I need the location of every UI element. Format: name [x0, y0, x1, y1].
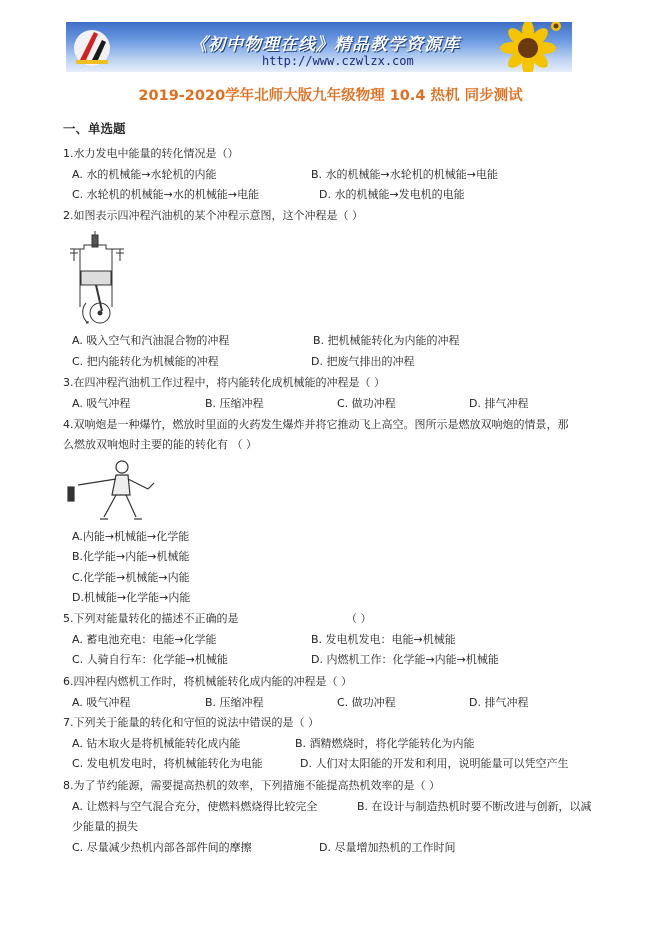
- q5-option-d[interactable]: D. 内燃机工作：化学能→内能→机械能: [311, 653, 499, 666]
- question-5-paren: （ ）: [346, 612, 372, 625]
- q2-option-c[interactable]: C. 把内能转化为机械能的冲程: [72, 355, 219, 368]
- section-heading: 一、单选题: [63, 121, 126, 136]
- banner-url[interactable]: http://www.czwlzx.com: [262, 54, 414, 68]
- q8-option-a[interactable]: A. 让燃料与空气混合充分，使燃料燃烧得比较完全: [72, 800, 318, 813]
- question-5-stem: 5.下列对能量转化的描述不正确的是: [63, 612, 239, 625]
- question-4-stem-line2: 么燃放双响炮时主要的能的转化有 （ ）: [63, 438, 257, 451]
- q1-option-a[interactable]: A. 水的机械能→水轮机的内能: [72, 168, 217, 181]
- q8-option-c[interactable]: C. 尽量减少热机内部各部件间的摩擦: [72, 841, 252, 854]
- banner-title: 《初中物理在线》精品教学资源库: [190, 35, 460, 55]
- firecracker-scene-illustration: [64, 459, 160, 523]
- question-3-stem: 3.在四冲程汽油机工作过程中，将内能转化成机械能的冲程是（ ）: [63, 376, 385, 389]
- engine-stroke-diagram: [66, 231, 134, 327]
- header-banner: [66, 22, 572, 72]
- q8-option-b[interactable]: B. 在设计与制造热机时要不断改进与创新，以减: [357, 800, 592, 813]
- q7-option-d[interactable]: D. 人们对太阳能的开发和利用，说明能量可以凭空产生: [300, 757, 569, 770]
- question-2-stem: 2.如图表示四冲程汽油机的某个冲程示意图，这个冲程是（ ）: [63, 209, 363, 222]
- q6-option-c[interactable]: C. 做功冲程: [337, 696, 396, 709]
- q3-option-a[interactable]: A. 吸气冲程: [72, 397, 131, 410]
- question-6-stem: 6.四冲程内燃机工作时，将机械能转化成内能的冲程是（ ）: [63, 675, 352, 688]
- q2-option-b[interactable]: B. 把机械能转化为内能的冲程: [313, 334, 460, 347]
- q2-option-a[interactable]: A. 吸入空气和汽油混合物的冲程: [72, 334, 230, 347]
- q7-option-c[interactable]: C. 发电机发电时，将机械能转化为电能: [72, 757, 263, 770]
- question-1-stem: 1.水力发电中能量的转化情况是（）: [63, 147, 239, 160]
- q6-option-b[interactable]: B. 压缩冲程: [205, 696, 264, 709]
- site-logo-icon: [72, 26, 112, 68]
- q4-option-b[interactable]: B.化学能→内能→机械能: [72, 550, 190, 563]
- q3-option-c[interactable]: C. 做功冲程: [337, 397, 396, 410]
- q8-option-b-continued: 少能量的损失: [72, 820, 138, 833]
- q4-option-d[interactable]: D.机械能→化学能→内能: [72, 591, 191, 604]
- q5-option-b[interactable]: B. 发电机发电：电能→机械能: [311, 633, 456, 646]
- question-4-stem-line1: 4.双响炮是一种爆竹，燃放时里面的火药发生爆炸并将它推动飞上高空。图所示是燃放双响炮的情景，那: [63, 418, 569, 431]
- q1-option-d[interactable]: D. 水的机械能→发电机的电能: [319, 188, 465, 201]
- q2-option-d[interactable]: D. 把废气排出的冲程: [311, 355, 415, 368]
- q6-option-d[interactable]: D. 排气冲程: [469, 696, 529, 709]
- q7-option-b[interactable]: B. 酒精燃烧时，将化学能转化为内能: [295, 737, 475, 750]
- q1-option-c[interactable]: C. 水轮机的机械能→水的机械能→电能: [72, 188, 260, 201]
- q5-option-a[interactable]: A. 蓄电池充电：电能→化学能: [72, 633, 217, 646]
- q4-option-c[interactable]: C.化学能→机械能→内能: [72, 571, 190, 584]
- q4-option-a[interactable]: A.内能→机械能→化学能: [72, 530, 190, 543]
- question-8-stem: 8.为了节约能源，需要提高热机的效率，下列措施不能提高热机效率的是（ ）: [63, 779, 440, 792]
- sunflower-icon: [488, 22, 568, 72]
- question-7-stem: 7.下列关于能量的转化和守恒的说法中错误的是（ ）: [63, 716, 319, 729]
- q7-option-a[interactable]: A. 钻木取火是将机械能转化成内能: [72, 737, 241, 750]
- q1-option-b[interactable]: B. 水的机械能→水轮机的机械能→电能: [311, 168, 498, 181]
- document-title: 2019-2020学年北师大版九年级物理 10.4 热机 同步测试: [138, 88, 523, 104]
- q6-option-a[interactable]: A. 吸气冲程: [72, 696, 131, 709]
- q3-option-d[interactable]: D. 排气冲程: [469, 397, 529, 410]
- q8-option-d[interactable]: D. 尽量增加热机的工作时间: [319, 841, 456, 854]
- q5-option-c[interactable]: C. 人骑自行车：化学能→机械能: [72, 653, 228, 666]
- q3-option-b[interactable]: B. 压缩冲程: [205, 397, 264, 410]
